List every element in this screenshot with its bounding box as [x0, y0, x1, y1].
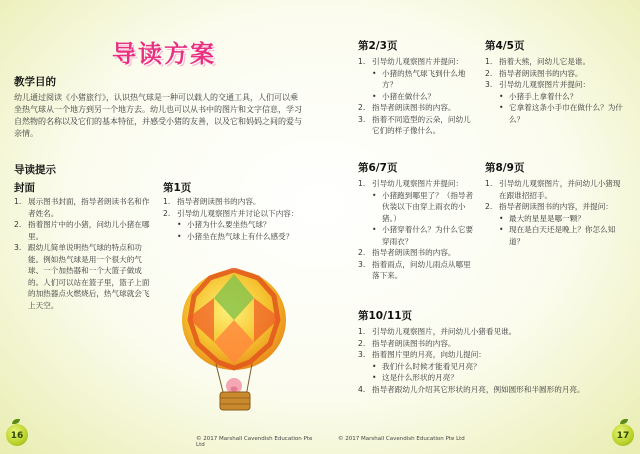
list-number: 3. — [358, 114, 366, 124]
p89-list — [485, 178, 625, 247]
sub-list-item — [163, 231, 309, 243]
sub-list-item — [485, 213, 625, 225]
list-item — [485, 201, 625, 213]
list-item-text: 指导者朗读图书的内容。 — [499, 68, 583, 78]
list-number: 2. — [358, 338, 366, 348]
list-number: 3. — [358, 259, 366, 269]
sub-list-item — [358, 372, 628, 384]
sub-list-item — [485, 102, 625, 125]
sub-list-item — [163, 219, 309, 231]
list-item-text: 指着图片里的月亮，向幼儿提问： — [372, 350, 486, 359]
sub-list-item-text: 小猪跑到哪里了？（指导者伙装以下由穿上雨衣的小猪。） — [382, 190, 474, 223]
list-number: 1. — [485, 57, 493, 66]
list-item — [358, 384, 628, 396]
page1-list — [163, 196, 309, 242]
list-number: 3. — [14, 243, 22, 252]
list-item — [485, 178, 625, 201]
sub-list-item-text: 小猪手上拿着什么？ — [509, 91, 578, 101]
list-item-text: 指导者跟幼儿介绍其它形状的月亮，例如圆形和半圆形的月亮。 — [372, 384, 585, 394]
p45-heading: 第4/5页 — [485, 40, 525, 52]
sub-list-item — [358, 361, 628, 373]
list-number: 4. — [358, 384, 366, 394]
page-number-right: 17 — [612, 424, 634, 446]
p1011-heading: 第10/11页 — [358, 310, 413, 322]
sub-list-item — [358, 91, 476, 103]
list-number: 2. — [485, 68, 493, 78]
list-item-text: 展示图书封面，指导者朗读书名和作者姓名。 — [28, 197, 150, 218]
bullet-icon: • — [372, 361, 377, 371]
list-item-text: 指着雨点，问幼儿雨点从哪里落下来。 — [372, 259, 471, 280]
list-item — [163, 208, 309, 220]
sub-list-item — [358, 224, 478, 247]
list-item — [485, 56, 625, 68]
list-item — [485, 68, 625, 80]
list-item — [358, 56, 476, 68]
sub-list-item — [358, 68, 476, 91]
sub-list-item — [485, 224, 625, 247]
list-item — [358, 114, 476, 137]
list-number: 2. — [358, 248, 366, 257]
page1-heading: 第1页 — [163, 182, 192, 194]
page-title: 导读方案 — [112, 40, 216, 68]
bullet-icon: • — [499, 225, 504, 234]
list-item — [358, 326, 628, 338]
bullet-icon: • — [372, 91, 377, 101]
p67-heading: 第6/7页 — [358, 162, 398, 174]
list-number: 1. — [358, 57, 366, 66]
list-item-text: 跟幼儿简单说明热气球的特点和功能。例如热气球是用一个很大的气球、一个加热器和一个大篮子做成的。人们可以站在篮子里，篮子上面的加热器点火燃烧后，热气球就会飞上天空。 — [28, 243, 150, 310]
list-number: 2. — [14, 220, 22, 229]
bullet-icon: • — [177, 231, 182, 241]
objectives-text: 幼儿通过阅读《小猪旅行》，认识热气球是一种可以载人的交通工具，人们可以乘坐热气球从一个地方到另一个地方去。幼儿也可以从书中的图片和文字信息，学习自然物的名称以及它们的基本特征，并感受小猪的友善，以及它和妈妈之间的爱与亲情。 — [14, 93, 302, 138]
p23-heading: 第2/3页 — [358, 40, 398, 52]
list-number: 2. — [485, 202, 493, 211]
objectives-heading: 教学目的 — [14, 76, 56, 88]
list-item-text: 指着不同造型的云朵，问幼儿它们的样子像什么。 — [372, 114, 471, 135]
list-item — [14, 219, 154, 242]
balloon-basket — [220, 392, 250, 410]
list-item-text: 引导幼儿观察图片并提问： — [372, 57, 464, 66]
sub-list-item-text: 小猪在做什么？ — [382, 91, 436, 101]
right-page — [320, 0, 640, 454]
p45-list — [485, 56, 625, 125]
sub-list-item-text: 小猪穿着什么？为什么它要穿雨衣？ — [382, 225, 474, 246]
sub-list-item-text: 小猪坐在热气球上有什么感受？ — [187, 231, 294, 241]
balloon-rope-right — [246, 364, 252, 396]
copyright-left: © 2017 Marshall Cavendish Education Pte Ltd — [196, 436, 313, 448]
list-number: 2. — [358, 103, 366, 112]
sub-list-item-text: 这是什么形状的月亮？ — [382, 373, 458, 382]
list-item — [358, 338, 628, 350]
cover-heading: 封面 — [14, 182, 35, 194]
sub-list-item-text: 小猪为什么要坐热气球？ — [187, 220, 271, 229]
list-item — [163, 196, 309, 208]
bullet-icon: • — [372, 190, 377, 200]
p1011-list — [358, 326, 628, 395]
list-item — [358, 259, 478, 282]
list-item — [14, 242, 154, 311]
list-item-text: 指导者朗读图书的内容，并提问： — [499, 202, 613, 211]
list-item-text: 引导幼儿观察图片并提问： — [372, 179, 464, 188]
p23-list — [358, 56, 476, 137]
bullet-icon: • — [372, 68, 377, 78]
list-item — [14, 196, 154, 219]
sub-list-item — [485, 91, 625, 103]
list-item — [358, 102, 476, 114]
list-item-text: 指着大熊，问幼儿它是谁。 — [499, 57, 591, 66]
list-item-text: 引导幼儿观察图片，并问幼儿小猪看见谁。 — [372, 327, 517, 336]
pig-snout — [231, 387, 238, 392]
copyright-right: © 2017 Marshall Cavendish Education Pte Ltd — [338, 436, 465, 442]
list-number: 3. — [358, 350, 366, 359]
list-item-text: 引导幼儿观察图片并提问： — [499, 80, 591, 89]
list-number: 1. — [358, 327, 366, 336]
tips-heading: 导读提示 — [14, 164, 56, 176]
bullet-icon: • — [177, 220, 182, 229]
list-item — [358, 247, 478, 259]
p89-heading: 第8/9页 — [485, 162, 525, 174]
sub-list-item — [358, 190, 478, 225]
sub-list-item-text: 我们什么时候才能看见月亮？ — [382, 361, 481, 371]
bullet-icon: • — [372, 225, 377, 234]
list-item-text: 引导幼儿观察图片，并问幼儿小猪现在跟谁招招手。 — [499, 179, 621, 200]
sub-list-item-text: 现在是白天还是晚上？你怎么知道？ — [509, 225, 616, 246]
list-item — [485, 79, 625, 91]
bullet-icon: • — [499, 103, 504, 112]
list-number: 3. — [485, 80, 493, 89]
list-item-text: 指导者朗读图书的内容。 — [177, 197, 261, 206]
cover-list — [14, 196, 154, 311]
sub-list-item-text: 最大的星星是哪一颗？ — [509, 213, 585, 223]
list-number: 2. — [163, 208, 171, 218]
list-item-text: 指导者朗读图书的内容。 — [372, 338, 456, 348]
hot-air-balloon-illustration — [174, 268, 294, 428]
list-item-text: 指导者朗读图书的内容。 — [372, 103, 456, 112]
list-item-text: 指导者朗读图书的内容。 — [372, 248, 456, 257]
list-number: 1. — [485, 179, 493, 188]
p67-list — [358, 178, 478, 282]
list-number: 1. — [163, 197, 171, 206]
bullet-icon: • — [499, 91, 504, 101]
list-number: 1. — [14, 197, 22, 206]
list-item-text: 引导幼儿观察图片并讨论以下内容： — [177, 208, 299, 218]
list-item — [358, 178, 478, 190]
list-number: 1. — [358, 179, 366, 188]
list-item-text: 指着图片中的小猪，问幼儿小猪在哪里。 — [28, 220, 150, 241]
bullet-icon: • — [499, 213, 504, 223]
sub-list-item-text: 小猪的热气球飞到什么地方？ — [382, 68, 466, 89]
bullet-icon: • — [372, 373, 377, 382]
sub-list-item-text: 它拿着这条小手巾在做什么？为什么？ — [509, 103, 623, 124]
page-number-left: 16 — [6, 424, 28, 446]
list-item — [358, 349, 628, 361]
